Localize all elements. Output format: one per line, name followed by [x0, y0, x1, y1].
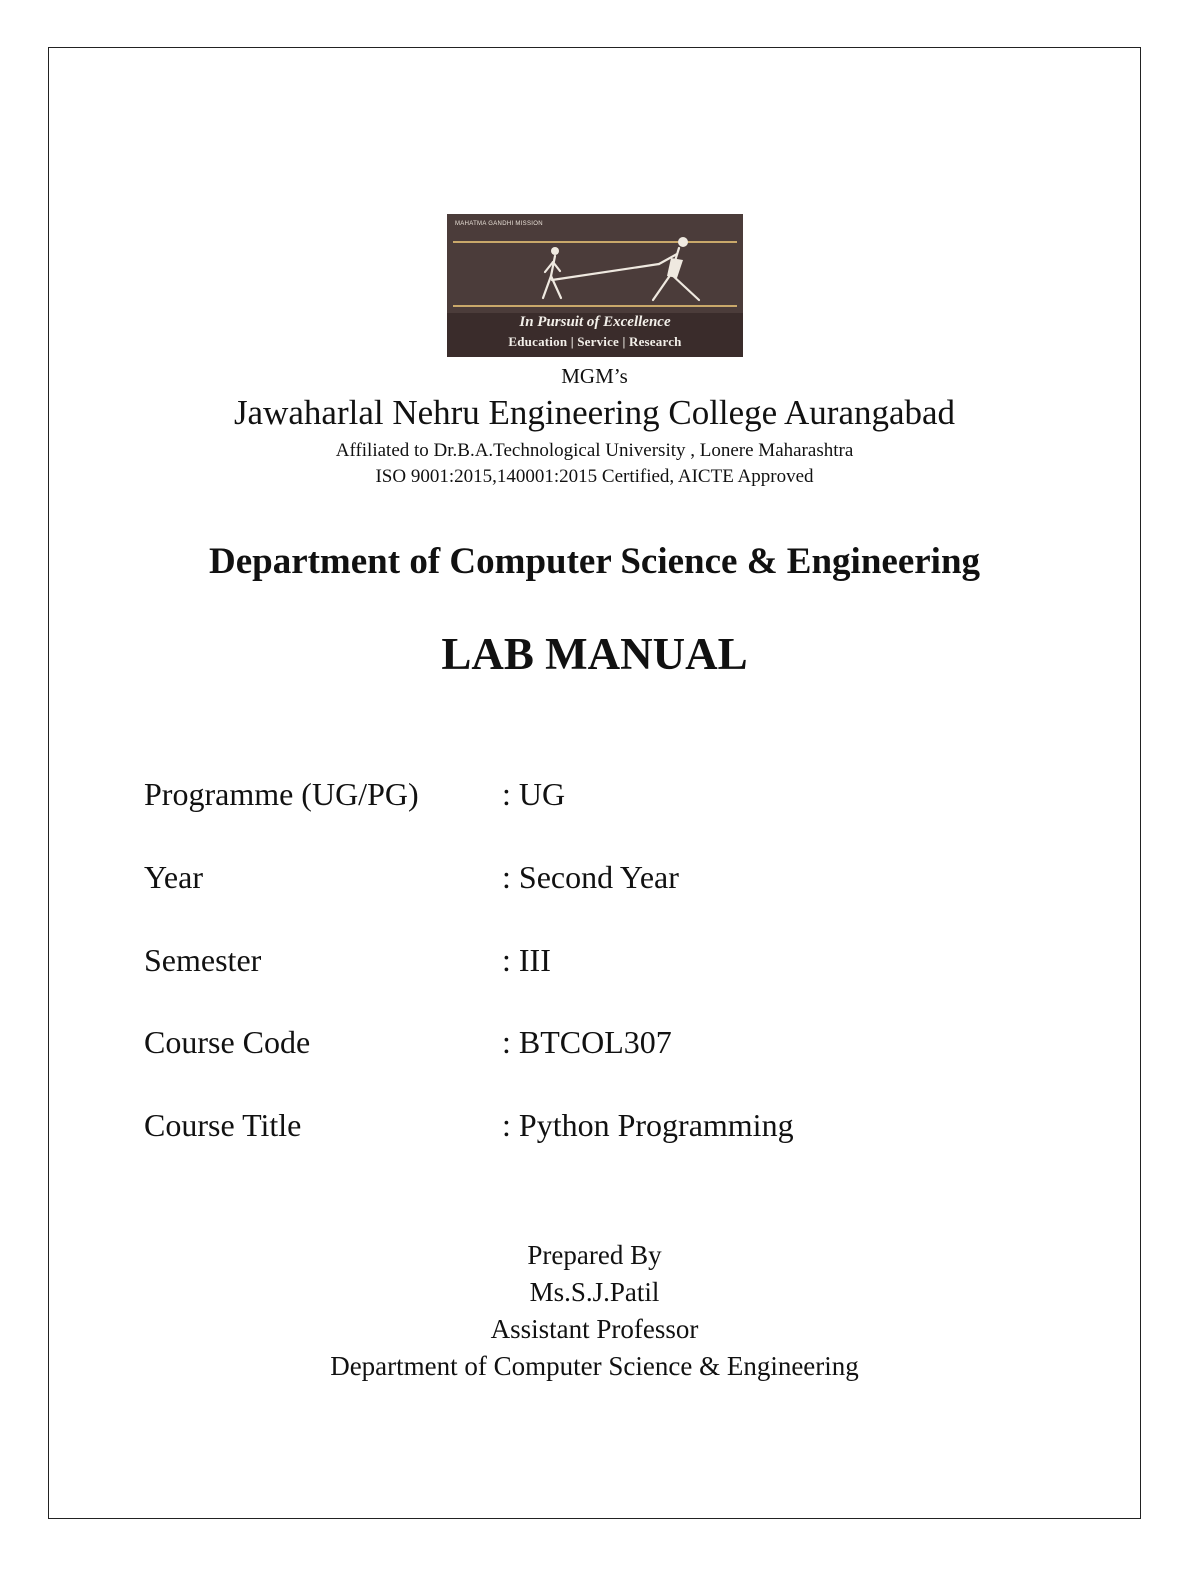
prepared-heading: Prepared By: [527, 1240, 662, 1270]
department-heading: Department of Computer Science & Engineering: [208, 541, 981, 582]
detail-value: : UG: [502, 776, 566, 812]
document-title: LAB MANUAL: [441, 629, 748, 679]
author-name: Ms.S.J.Patil: [529, 1277, 660, 1307]
detail-label: Course Title: [144, 1107, 302, 1143]
author-department: Department of Computer Science & Engineering: [330, 1351, 859, 1381]
detail-label: Year: [144, 859, 203, 895]
mgm-label: MGM’s: [561, 364, 628, 388]
detail-value: : BTCOL307: [502, 1024, 672, 1060]
detail-value: : III: [502, 942, 551, 978]
logo-pillars: Education | Service | Research: [508, 334, 682, 349]
author-designation: Assistant Professor: [490, 1314, 699, 1344]
college-logo: [447, 214, 743, 357]
logo-mission-name: MAHATMA GANDHI MISSION: [455, 221, 543, 227]
detail-label: Course Code: [144, 1024, 311, 1060]
prepared-by-block: [48, 1237, 1141, 1385]
logo-motto: In Pursuit of Excellence: [519, 314, 671, 330]
detail-label: Semester: [144, 942, 262, 978]
detail-value: : Python Programming: [502, 1107, 794, 1143]
detail-value: : Second Year: [502, 859, 679, 895]
college-name: Jawaharlal Nehru Engineering College Aurangabad: [233, 393, 956, 432]
affiliation-line: Affiliated to Dr.B.A.Technological University , Lonere Maharashtra: [335, 440, 854, 461]
certification-line: ISO 9001:2015,140001:2015 Certified, AICTE Approved: [375, 466, 814, 487]
detail-label: Programme (UG/PG): [144, 776, 419, 812]
